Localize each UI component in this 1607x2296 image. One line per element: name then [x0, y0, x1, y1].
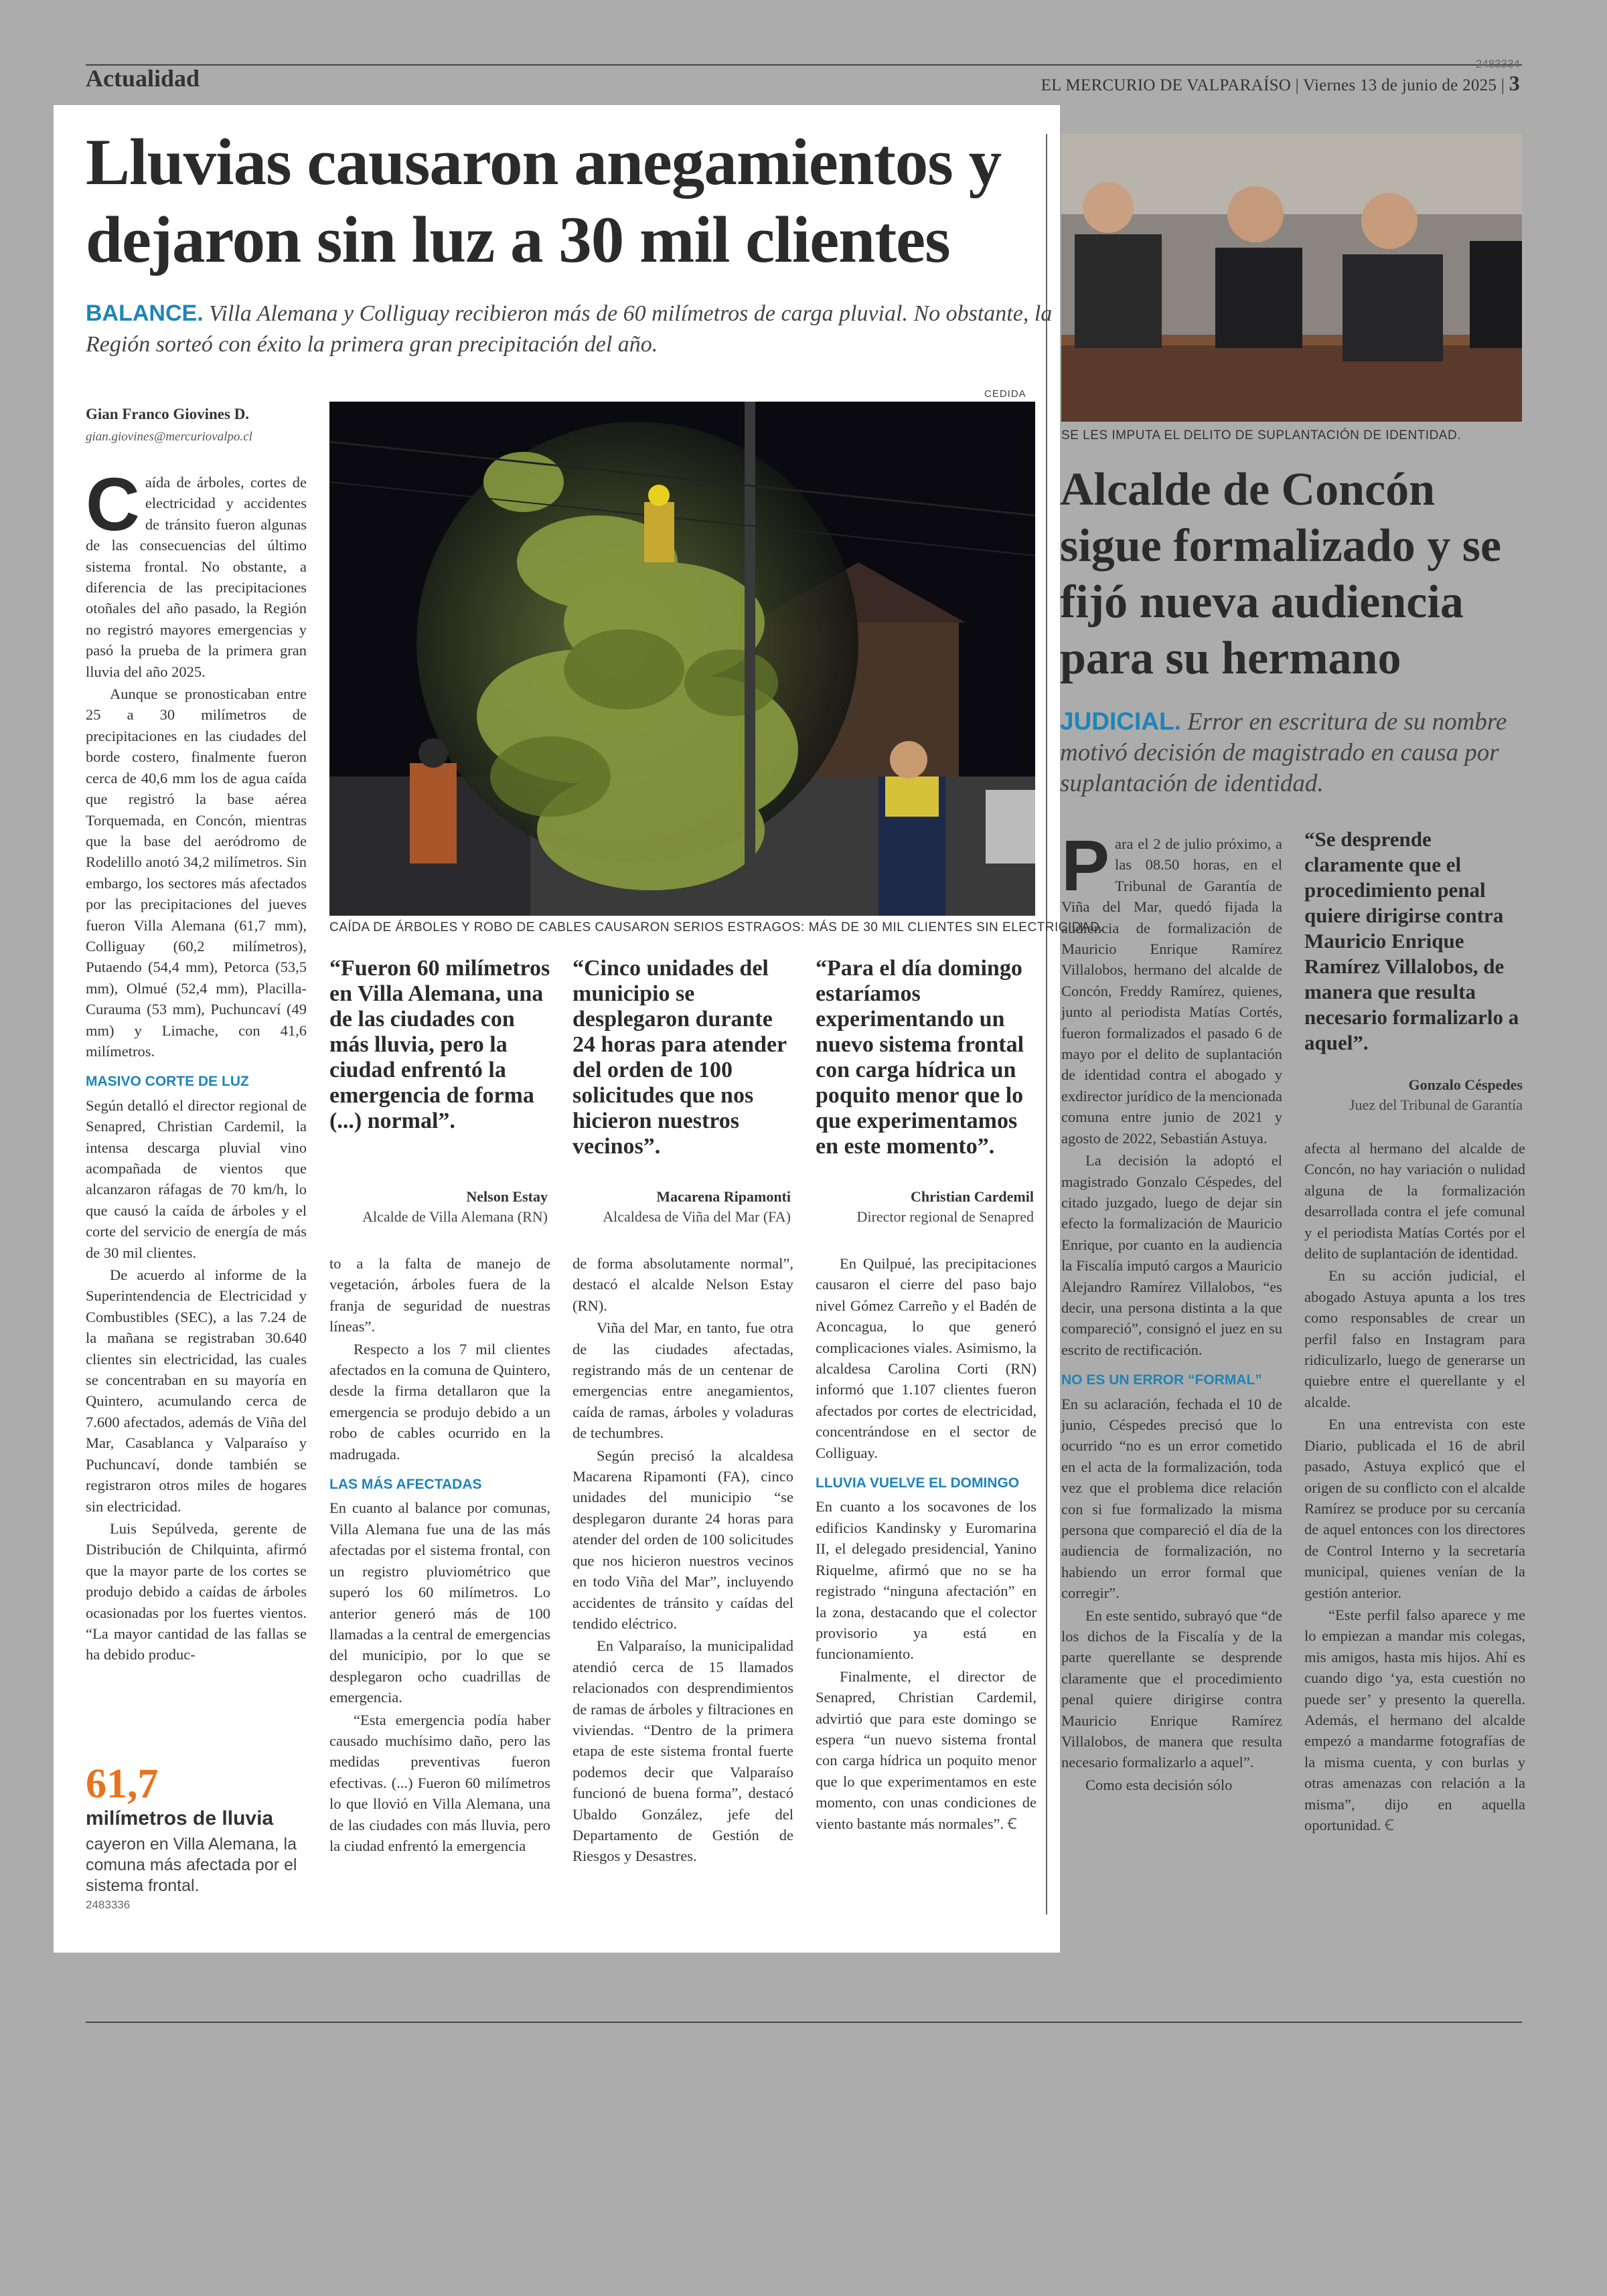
- courtroom-scene-photo: [1061, 134, 1522, 422]
- side-column-2: [1304, 1138, 1525, 1837]
- paragraph: En Valparaíso, la municipalidad atendió cerca de 15 llamados relacionados con desprendimientos de ramas de árboles y filtraciones en viviendas. “Dentro de la primera etapa de este sistema frontal fuerte podemos decir que Valparaíso funcionó de buena forma”, destacó Ubaldo González, jefe del Departamento de Gestión de Riesgos y Desastres.: [572, 1637, 793, 1865]
- pull-quote-3: “Para el día domingo estaríamos experimentando un nuevo sistema frontal con carga hídrica un poquito menor que lo que experimentamos en este momento”.: [816, 956, 1024, 1159]
- stat-title: milímetros de lluvia: [86, 1807, 274, 1829]
- quote-3-name: Christian Cardemil: [911, 1188, 1034, 1205]
- photo-caption: CAÍDA DE ÁRBOLES Y ROBO DE CABLES CAUSARON SERIOS ESTRAGOS: MÁS DE 30 MIL CLIENTES SIN ELECTRICIDAD.: [329, 920, 1104, 934]
- photo-credit: CEDIDA: [984, 388, 1026, 400]
- courtroom-photo-caption: SE LES IMPUTA EL DELITO DE SUPLANTACIÓN DE IDENTIDAD.: [1061, 428, 1461, 442]
- main-photo: [329, 402, 1035, 916]
- bottom-rule: [86, 2022, 1522, 2023]
- paragraph: [1304, 1605, 1525, 1835]
- side-headline: Alcalde de Concón sigue formalizado y se fijó nueva audiencia para su hermano: [1060, 464, 1502, 684]
- headline: Lluvias causaron anegamientos y dejaron sin luz a 30 mil clientes: [86, 126, 1002, 276]
- section-label: Actualidad: [86, 65, 200, 92]
- subhead: MASIVO CORTE DE LUZ: [86, 1074, 249, 1090]
- paragraph: En su acción judicial, el abogado Astuya apunta a los tres como responsables de crear un perfil falso en Instagram para ridiculizarlo, luego de generarse un quiebre entre el querellante y el alcalde.: [1304, 1267, 1525, 1410]
- side-column-1: [1061, 825, 1282, 1797]
- side-summary-text: Error en escritura de su nombre motivó decisión de magistrado en causa por suplantación de identidad.: [1060, 708, 1507, 797]
- paragraph: Como esta decisión sólo: [1085, 1776, 1233, 1793]
- end-mark: Ꞓ: [1007, 1815, 1017, 1832]
- paragraph: De acuerdo al informe de la Superintendencia de Electricidad y Combustibles (SEC), a las 7.24 de la mañana se registraban 30.640 clientes sin electricidad, las cuales se concentraban en su mayoría en Quintero, acumulando cerca de 7.600 afectados, además de Viña del Mar, Casablanca y Valparaíso y Puchuncaví, donde también se registraron otros miles de hogares sin electricidad.: [86, 1266, 307, 1515]
- top-rule: [86, 64, 1522, 66]
- paragraph: “Esta emergencia podía haber causado muchísimo daño, pero las medidas preventivas fueron efectivas. (...) Fueron 60 milímetros lo que llovió en Villa Alemana, una de las ciudades con más lluvia, pero la ciudad enfrentó la emergencia: [329, 1711, 550, 1854]
- corner-code: 2483334: [1475, 58, 1520, 70]
- quote-3-role: Director regional de Senapred: [856, 1208, 1034, 1225]
- clip-code: 2483336: [86, 1898, 131, 1911]
- dropcap: C: [86, 463, 140, 546]
- paragraph-text: “Este perfil falso aparece y me lo empiezan a mandar mis colegas, mis amigos, hasta mis hijos. Ahí es cuando digo ‘ya, esta cuestión no puede ser’ y presento la querella. Además, el hermano del alcalde empezó a mandarme fotografías de la misma cuenta, y con burlas y otras amenazas con relación a la misma”, dijo en aquella oportunidad.: [1304, 1606, 1525, 1833]
- paragraph: Luis Sepúlveda, gerente de Distribución de Chilquinta, afirmó que la mayor parte de los cortes se produjo debido a caídas de árboles ocasionadas por los fuertes vientos. “La mayor cantidad de las fallas se ha debido produc-: [86, 1520, 307, 1663]
- column-2: [329, 1253, 550, 1858]
- paragraph: afecta al hermano del alcalde de Concón, no hay variación o nulidad alguna de la formalización desarrollada contra el jefe comunal y el periodista Matías Cortés por el delito de suplantación de identidad.: [1304, 1140, 1525, 1262]
- subhead: LAS MÁS AFECTADAS: [329, 1477, 482, 1493]
- author-email[interactable]: gian.giovines@mercuriovalpo.cl: [86, 430, 252, 444]
- paragraph: En una entrevista con este Diario, publicada el 16 de abril pasado, Astuya explicó que el origen de su conflicto con el alcalde Ramírez se produce por su cercanía de aquel entonces con los directores de Control Interno y la secretaría municipal, quienes venían de la gestión anterior.: [1304, 1416, 1525, 1601]
- author-name: Gian Franco Giovines D.: [86, 406, 250, 422]
- side-quote-name: Gonzalo Céspedes: [1408, 1076, 1523, 1093]
- paragraph: to a la falta de manejo de vegetación, árboles fuera de la franja de seguridad de nuestras líneas”.: [329, 1255, 550, 1335]
- column-divider: [1046, 134, 1047, 1914]
- side-pull-quote: “Se desprende claramente que el procedimiento penal quiere dirigirse contra Mauricio Enrique Ramírez Villalobos, de manera que resulta necesario formalizarlo a aquel”.: [1304, 827, 1519, 1054]
- paragraph: aída de árboles, cortes de electricidad y accidentes de tránsito fueron algunas de las consecuencias del último sistema frontal. No obstante, a diferencia de las precipitaciones otoñales del año pasado, la Región no registró mayores emergencias y pasó la prueba de la primera gran lluvia del año 2025.: [86, 474, 307, 680]
- tree-fall-night-photo: [329, 402, 1035, 916]
- quote-1-name: Nelson Estay: [466, 1188, 548, 1205]
- kicker: BALANCE.: [86, 301, 204, 326]
- masthead: [1041, 71, 1520, 96]
- paragraph: En cuanto al balance por comunas, Villa Alemana fue una de las más afectadas por el sistema frontal, con un registro pluviométrico que superó los 60 milímetros. Lo anterior generó más de 100 llamadas a la central de emergencias del municipio, por lo que se desplegaron ocho cuadrillas de emergencia.: [329, 1499, 550, 1706]
- paragraph: En este sentido, subrayó que “de los dichos de la Fiscalía y de la parte querellante se desprende claramente que el procedimiento penal quiere dirigirse contra Mauricio Enrique Ramírez Villalobos, de manera que resulta necesario formalizarlo a aquel”.: [1061, 1607, 1282, 1771]
- paragraph: Viña del Mar, en tanto, fue otra de las ciudades afectadas, registrando más de un centenar de emergencias entre anegamientos, caída de ramas, árboles y voladuras de techumbres.: [572, 1319, 793, 1442]
- paragraph-text: Finalmente, el director de Senapred, Christian Cardemil, advirtió que para este domingo se espera “un nuevo sistema frontal con carga hídrica un poquito menor que lo que experimentamos en este momento, con unas condiciones de viento bastante más normales”.: [816, 1667, 1037, 1832]
- paragraph: En Quilpué, las precipitaciones causaron el cierre del paso bajo nivel Gómez Carreño y el Badén de Aconcagua, lo que generó complicaciones viales. Asimismo, la alcaldesa Carolina Corti (RN) informó que 1.107 clientes fueron afectados por cortes de electricidad, concentrándose en el sector de Colliguay.: [816, 1255, 1037, 1461]
- summary-text: Villa Alemana y Colliguay recibieron más de 60 milímetros de carga pluvial. No obstante, la Región sorteó con éxito la primera gran precipitación del año.: [86, 301, 1053, 357]
- paragraph: Aunque se pronosticaban entre 25 a 30 milímetros de precipitaciones en las ciudades del borde costero, finalmente fueron cerca de 40,6 mm los de agua caída que registró la base aérea Torquemada, en Concón, mientras que la base del aeródromo de Rodelillo anotó 34,2 milímetros. Sin embargo, los sectores más afectados por las precipitaciones del jueves fueron Villa Alemana (61,7 mm), Colliguay (60,2 milímetros), Putaendo (54,4 mm), Petorca (53,5 mm), Olmué (52,4 mm), Placilla-Curauma (53 mm), Puchuncaví (49 mm) y Limache, con 41,6 milímetros.: [86, 685, 307, 1060]
- paragraph: La decisión la adoptó el magistrado Gonzalo Céspedes, del citado juzgado, luego de dejar sin efecto la formalización de Mauricio Enrique, por cuanto en la audiencia la Fiscalía imputó cargos a Mauricio Alejandro Ramírez Villalobos, “es decir, una persona distinta a la que compareció”, consignó el juez en su escrito de rectificación.: [1061, 1152, 1282, 1358]
- end-mark: Ꞓ: [1384, 1817, 1394, 1833]
- summary: [86, 298, 1057, 360]
- paragraph: Respecto a los 7 mil clientes afectados en la comuna de Quintero, desde la firma detallaron que la emergencia se produjo debido a un robo de cables ocurrido en la madrugada.: [329, 1340, 550, 1463]
- pull-quote-2: “Cinco unidades del municipio se desplegaron durante 24 horas para atender del orden de 100 solicitudes que nos hicieron nuestros vecinos”.: [572, 956, 787, 1159]
- subhead: NO ES UN ERROR “FORMAL”: [1061, 1372, 1262, 1388]
- side-kicker: JUDICIAL.: [1060, 708, 1181, 735]
- paragraph: [816, 1666, 1037, 1834]
- paragraph: Según detalló el director regional de Senapred, Christian Cardemil, la intensa descarga pluvial vino acompañada de vientos que alcanzaron ráfagas de 70 km/h, lo que causó la caída de árboles y el corte del servicio de energía de más de 30 mil clientes.: [86, 1096, 307, 1261]
- quote-2-name: Macarena Ripamonti: [656, 1188, 791, 1205]
- column-3: [572, 1253, 793, 1868]
- paragraph: ara el 2 de julio próximo, a las 08.50 horas, en el Tribunal de Garantía de Viña del Mar, quedó fijada la audiencia de formalización de Mauricio Enrique Ramírez Villalobos, hermano del alcalde de Concón, Freddy Ramírez, quienes, junto al periodista Matías Cortés, fueron formalizados el pasado 6 de mayo por el delito de suplantación de identidad contra el abogado y exdirector jurídico de la mencionada comuna entre junio de 2021 y agosto de 2022, Sebastián Astuya.: [1061, 835, 1282, 1147]
- quote-2-role: Alcaldesa de Viña del Mar (FA): [603, 1208, 791, 1225]
- side-summary: [1060, 706, 1529, 799]
- courtroom-photo: [1061, 134, 1522, 422]
- pull-quote-1: “Fueron 60 milímetros en Villa Alemana, una de las ciudades con más lluvia, pero la ciudad enfrentó la emergencia de forma (...) normal”.: [329, 956, 550, 1133]
- paragraph: Según precisó la alcaldesa Macarena Ripamonti (FA), cinco unidades del municipio “se desplegaron durante 24 horas para atender del orden de 100 solicitudes que nos hicieron nuestros vecinos en todo Viña del Mar”, incluyendo accidentes de tránsito y caídas del tendido eléctrico.: [572, 1447, 793, 1632]
- side-dropcap: P: [1061, 825, 1110, 906]
- stat-number: 61,7: [86, 1761, 159, 1807]
- masthead-text: EL MERCURIO DE VALPARAÍSO | Viernes 13 de junio de 2025 |: [1041, 76, 1505, 94]
- quote-1-role: Alcalde de Villa Alemana (RN): [362, 1208, 548, 1225]
- paragraph: En su aclaración, fechada el 10 de junio, Céspedes precisó que lo ocurrido “no es un error cometido en el acta de la formalización, toda vez que el problema dice relación con si fue formalizado la misma persona que compareció el día de la audiencia de formalización, no habiendo un error formal que corregir”.: [1061, 1395, 1282, 1602]
- stat-description: cayeron en Villa Alemana, la comuna más afectada por el sistema frontal.: [86, 1835, 297, 1895]
- page-number: 3: [1509, 71, 1520, 95]
- paragraph: de forma absolutamente normal”, destacó el alcalde Nelson Estay (RN).: [572, 1255, 793, 1314]
- paragraph: En cuanto a los socavones de los edificios Kandinsky y Euromarina II, el delegado presidencial, Yanino Riquelme, afirmó que no se ha registrado “ninguna afectación” en la zona, destacando que el colector provisorio ya está en funcionamiento.: [816, 1498, 1037, 1663]
- side-quote-role: Juez del Tribunal de Garantía: [1349, 1096, 1523, 1113]
- column-4: [816, 1253, 1037, 1835]
- column-1: [86, 463, 307, 1667]
- subhead: LLUVIA VUELVE EL DOMINGO: [816, 1475, 1020, 1491]
